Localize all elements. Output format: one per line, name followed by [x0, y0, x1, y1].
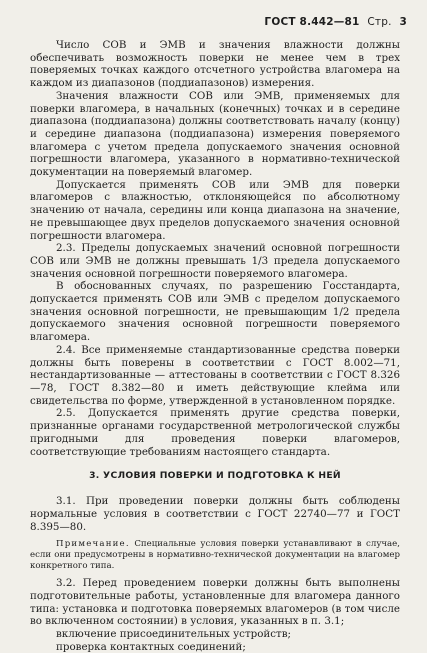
paragraph: 2.3. Пределы допускаемых значений основной погрешности СОВ или ЭМВ не должны превышать 1/3 предела допускаемого значения основной погрешности поверяемого влагомера. — [30, 242, 400, 280]
paragraph: 2.4. Все применяемые стандартизованные средства поверки должны быть поверены в соответствии с ГОСТ 8.002—71, нестандартизованные — аттестованы в соответствии с ГОСТ 8.326—78, ГОСТ 8.382—80 и иметь действующие клейма или свидетельства по форме, утвержденной в установленном порядке. — [30, 343, 400, 407]
page-header — [260, 16, 407, 28]
paragraph-3-2: 3.2. Перед проведением поверки должны быть выполнены подготовительные работы, установленные для влагомера данного типа: установка и подготовка поверяемых влагомеров (в том числе во включенном состоянии) в условия, указанных в п. 3.1; — [30, 577, 400, 628]
paragraph: 2.5. Допускается применять другие средства поверки, признанные органами государственной метрологической службы пригодными для проведения поверки влагомеров, соответствующие требованиям настоящего стандарта. — [30, 407, 400, 458]
paragraph-3-1: 3.1. При проведении поверки должны быть соблюдены нормальные условия в соответствии с ГОСТ 22740—77 и ГОСТ 8.395—80. — [30, 495, 400, 533]
paragraph: Число СОВ и ЭМВ и значения влажности должны обеспечивать возможность поверки не менее чем в трех поверяемых точках каждого отсчетного устройства влагомера на каждом из диапазонов (поддиапазонов) измерения. — [30, 39, 400, 90]
note — [30, 539, 400, 571]
list-item: включение присоединительных устройств; — [56, 627, 292, 640]
page-label: Стр. — [367, 16, 392, 28]
page-body — [30, 39, 400, 653]
section-title: 3. УСЛОВИЯ ПОВЕРКИ И ПОДГОТОВКА К НЕЙ — [89, 470, 341, 482]
note-text: Специальные условия поверки устанавливают в случае, если они предусмотрены в нормативно-технической документации на влагомер конкретного типа. — [30, 539, 401, 571]
page-number: 3 — [399, 16, 407, 28]
paragraph: Значения влажности СОВ или ЭМВ, применяемых для поверки влагомера, в начальных (конечных) точках и в середине диапазона (поддиапазона) должны соответствовать началу (концу) и середине диапазона (поддиапазона) измерения поверяемого влагомера с учетом предела допускаемого значения основной погрешности влагомера, указанного в нормативно-технической документации на поверяемый влагомер. — [30, 89, 400, 179]
standard-number: ГОСТ 8.442—81 — [264, 16, 360, 28]
paragraph: В обоснованных случаях, по разрешению Госстандарта, допускается применять СОВ или ЭМВ с пределом допускаемого значения основной погрешности, не превышающим 1/2 предела допускаемого значения основной погрешности поверяемого влагомера. — [30, 280, 400, 344]
note-label: Примечание. — [56, 539, 130, 550]
paragraph: Допускается применять СОВ или ЭМВ для поверки влагомеров с влажностью, отклоняющейся по абсолютному значению от начала, середины или конца диапазона на значение, не превышающее двух пределов допускаемого значения основной погрешности влагомера. — [30, 178, 400, 242]
list-item: проверка контактных соединений; — [56, 640, 246, 653]
